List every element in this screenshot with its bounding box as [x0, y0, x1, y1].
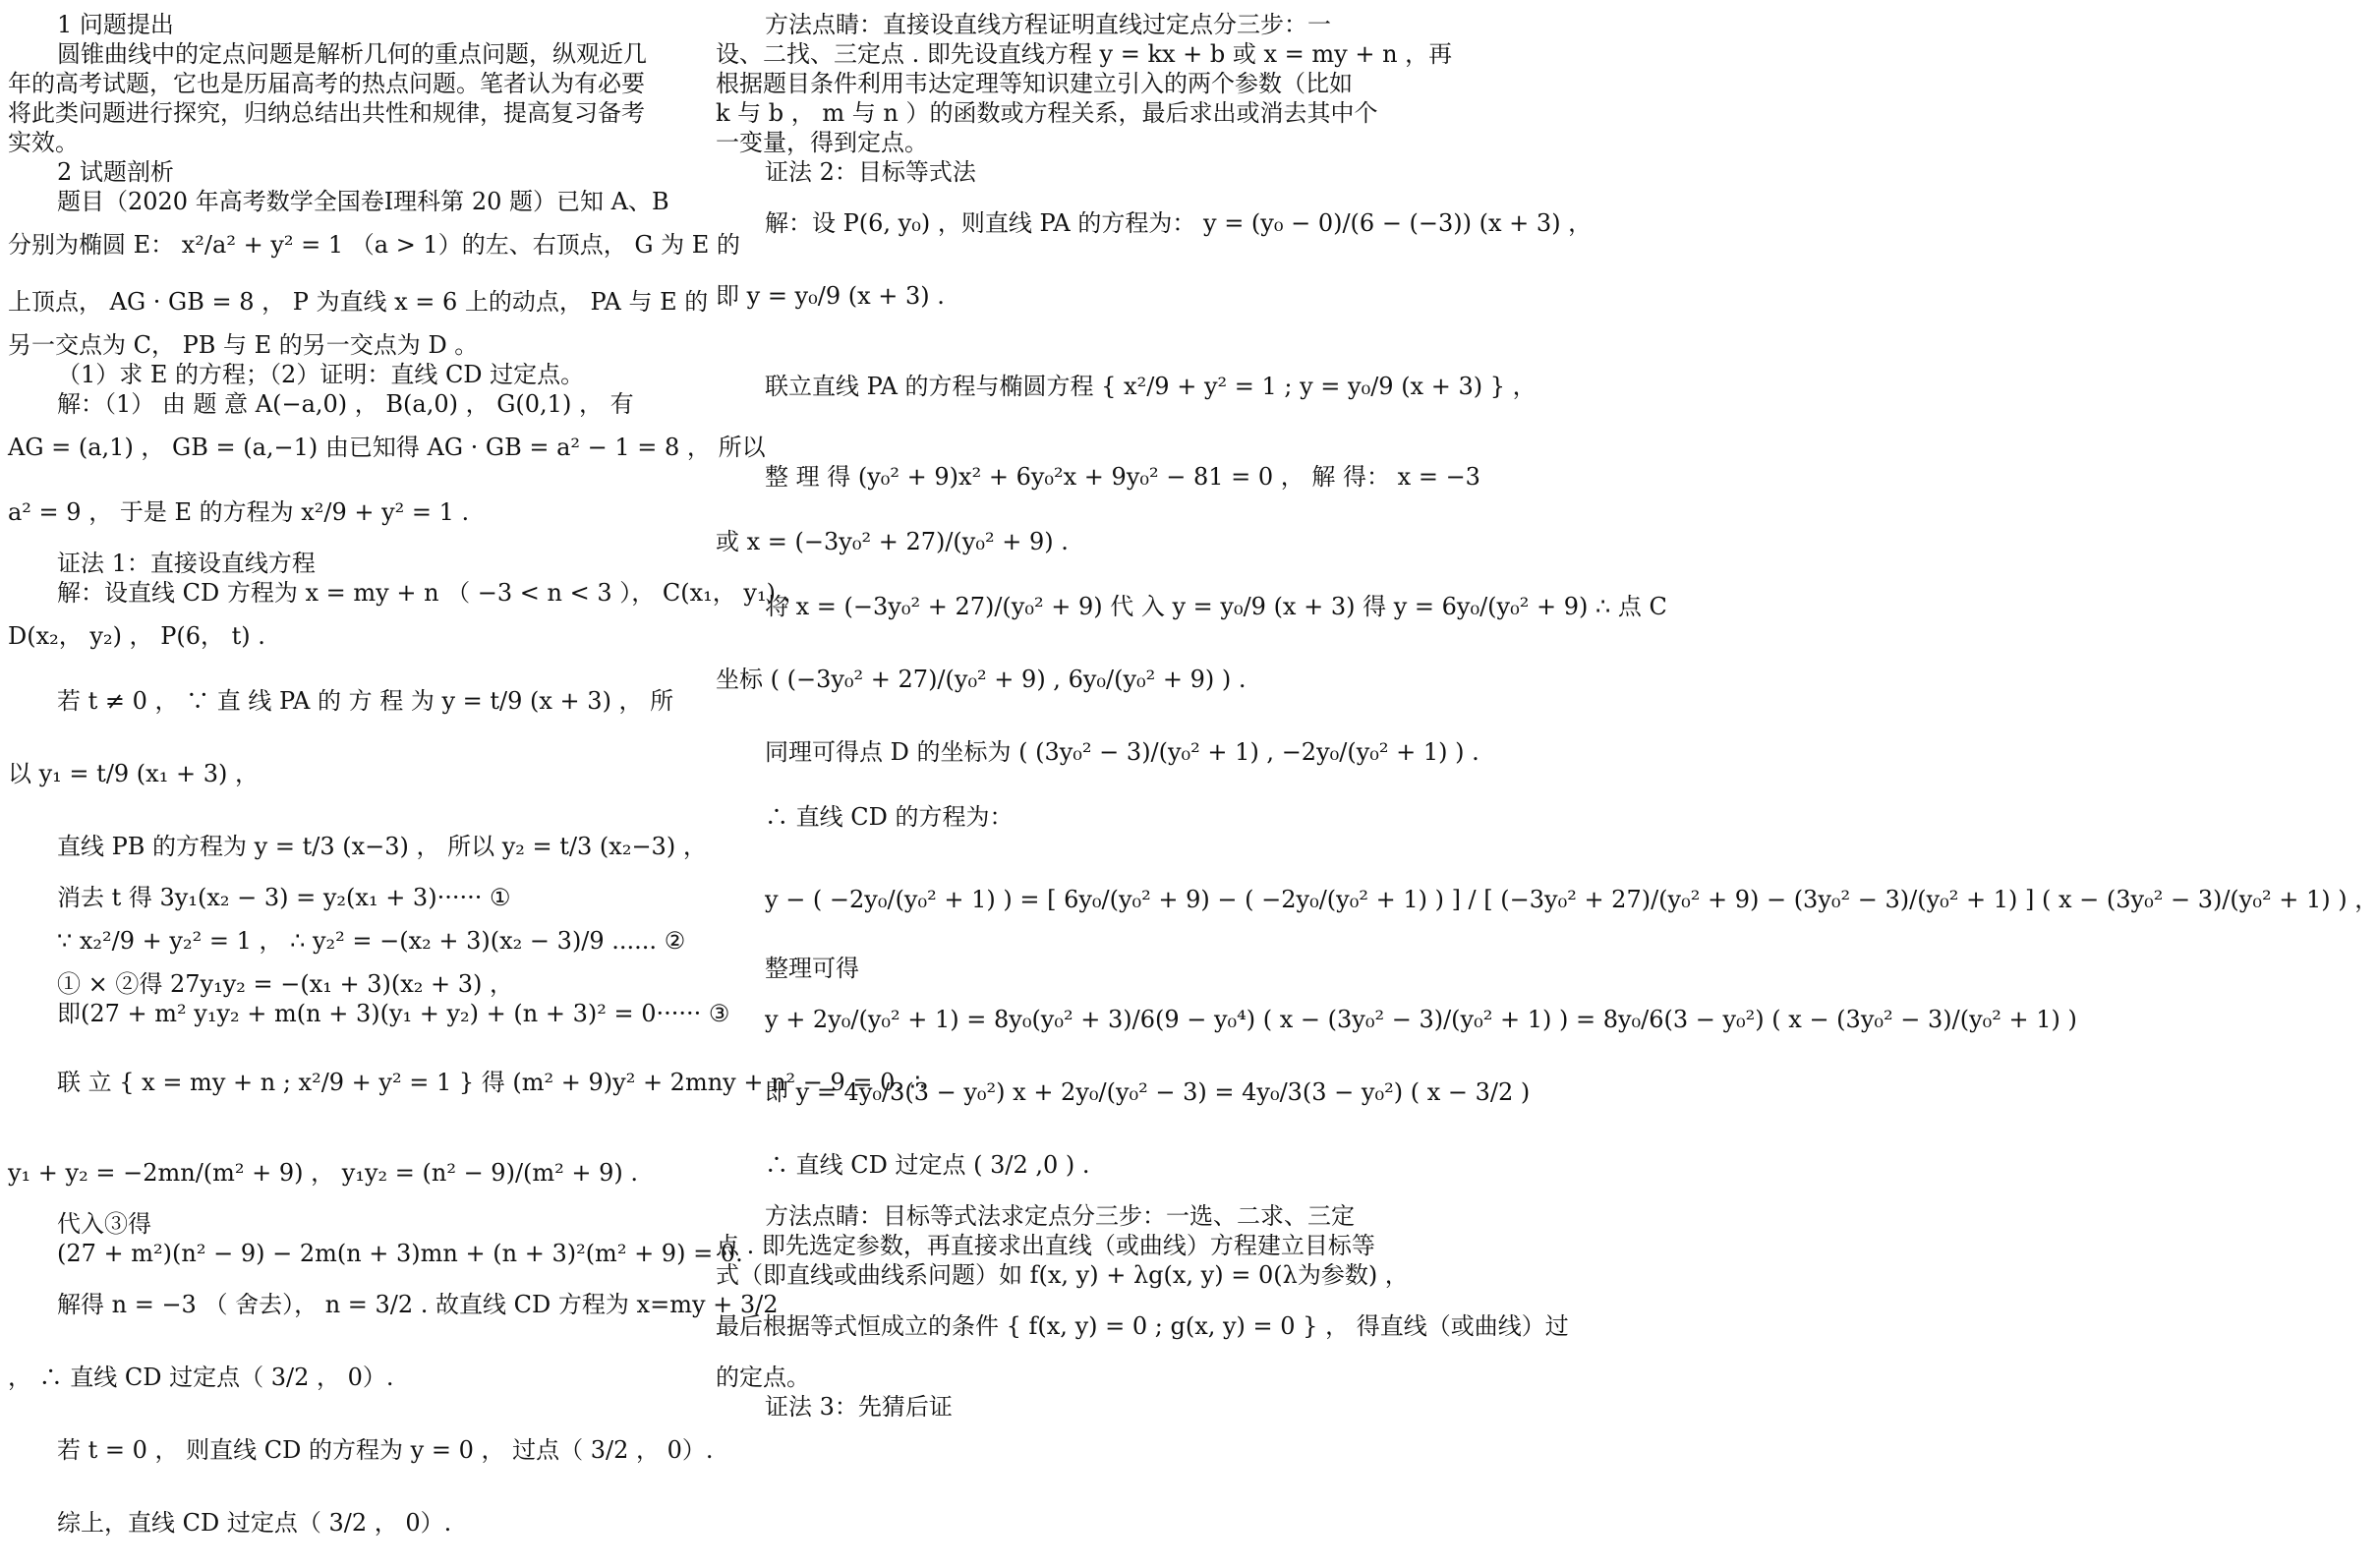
- left-text-line: 解得 n = −3 （ 舍去）， n = 3/2 . 故直线 CD 方程为 x=my + 3/2: [57, 1291, 779, 1318]
- left-text-line: 联 立 { x = my + n ; x²/9 + y² = 1 } 得 (m² + 9)y² + 2mny + n² − 9 = 0. ∴: [57, 1069, 925, 1096]
- left-text-line: (27 + m²)(n² − 9) − 2m(n + 3)mn + (n + 3)²(m² + 9) = 0.: [57, 1240, 743, 1267]
- left-text-line: 分别为椭圆 E： x²/a² + y² = 1 （a > 1）的左、右顶点， G 为 E 的: [8, 231, 740, 259]
- right-text-line: 根据题目条件利用韦达定理等知识建立引入的两个参数（比如: [716, 70, 1353, 97]
- left-text-line: 即(27 + m² y₁y₂ + m(n + 3)(y₁ + y₂) + (n + 3)² = 0······ ③: [57, 1000, 730, 1027]
- left-text-line: 解：（1） 由 题 意 A(−a,0) ， B(a,0) ， G(0,1) ， 有: [57, 390, 634, 418]
- left-text-line: 上顶点， AG · GB = 8 ， P 为直线 x = 6 上的动点， PA 与 E 的: [8, 288, 709, 316]
- left-text-line: 2 试题剖析: [57, 158, 174, 186]
- left-text-line: 若 t = 0 ， 则直线 CD 的方程为 y = 0 ， 过点（ 3/2 ， 0）.: [57, 1436, 714, 1464]
- right-text-line: 整理可得: [765, 955, 859, 982]
- right-text-line: 点 . 即先选定参数，再直接求出直线（或曲线）方程建立目标等: [716, 1232, 1375, 1259]
- left-text-line: a² = 9 ， 于是 E 的方程为 x²/9 + y² = 1 .: [8, 498, 470, 526]
- right-text-line: 或 x = (−3y₀² + 27)/(y₀² + 9) .: [716, 528, 1069, 555]
- right-text-line: 整 理 得 (y₀² + 9)x² + 6y₀²x + 9y₀² − 81 = 0 ， 解 得： x = −3: [765, 463, 1480, 491]
- left-text-line: 以 y₁ = t/9 (x₁ + 3) ，: [8, 760, 259, 787]
- left-text-line: 将此类问题进行探究，归纳总结出共性和规律，提高复习备考: [8, 99, 645, 127]
- left-text-line: 代入③得: [57, 1210, 151, 1238]
- left-text-line: AG = (a,1) ， GB = (a,−1) 由已知得 AG · GB = a² − 1 = 8 ， 所以: [8, 434, 766, 461]
- left-text-line: 解：设直线 CD 方程为 x = my + n （ −3 < n < 3 ）， C(x₁， y₁) ，: [57, 579, 807, 607]
- right-text-line: 联立直线 PA 的方程与椭圆方程 { x²/9 + y² = 1 ; y = y₀/9 (x + 3) } ，: [765, 373, 1537, 400]
- left-text-line: 消去 t 得 3y₁(x₂ − 3) = y₂(x₁ + 3)······ ①: [57, 884, 511, 911]
- left-text-line: 直线 PB 的方程为 y = t/3 (x−3) ， 所以 y₂ = t/3 (x₂−3) ，: [57, 833, 707, 860]
- left-text-line: 综上，直线 CD 过定点（ 3/2 ， 0）.: [57, 1509, 452, 1537]
- left-text-line: ∵ x₂²/9 + y₂² = 1 ， ∴ y₂² = −(x₂ + 3)(x₂ − 3)/9 ...... ②: [57, 927, 686, 955]
- right-text-line: 式（即直线或曲线系问题）如 f(x, y) + λg(x, y) = 0(λ为参数) ，: [716, 1261, 1409, 1289]
- left-text-line: 1 问题提出: [57, 11, 174, 38]
- right-text-line: k 与 b ， m 与 n ）的函数或方程关系，最后求出或消去其中个: [716, 99, 1378, 127]
- right-text-line: 最后根据等式恒成立的条件 { f(x, y) = 0 ; g(x, y) = 0 } ， 得直线（或曲线）过: [716, 1312, 1569, 1340]
- right-text-line: y + 2y₀/(y₀² + 1) = 8y₀(y₀² + 3)/6(9 − y₀⁴) ( x − (3y₀² − 3)/(y₀² + 1) ) = 8y₀/6(3 − y₀²) ( x − (3y₀² − 3)/(y₀² + 1) ): [765, 1006, 2077, 1033]
- left-text-line: 圆锥曲线中的定点问题是解析几何的重点问题，纵观近几: [57, 40, 647, 68]
- right-text-line: y − ( −2y₀/(y₀² + 1) ) = [ 6y₀/(y₀² + 9) − ( −2y₀/(y₀² + 1) ) ] / [ (−3y₀² + 27)/(y₀² + 9) − (3y₀² − 3)/(y₀² + 1) ] ( x − (3y₀² − 3)/(y₀² + 1) ) ，: [765, 886, 2378, 913]
- right-text-line: 方法点睛：直接设直线方程证明直线过定点分三步：一: [765, 11, 1331, 38]
- left-text-line: 年的高考试题，它也是历届高考的热点问题。笔者认为有必要: [8, 70, 645, 97]
- left-text-line: 证法 1：直接设直线方程: [57, 550, 316, 577]
- right-text-line: 一变量，得到定点。: [716, 129, 928, 156]
- left-text-line: 题目（2020 年高考数学全国卷Ⅰ理科第 20 题）已知 A、B: [57, 188, 669, 215]
- right-text-line: 设、二找、三定点 . 即先设直线方程 y = kx + b 或 x = my + n ，再: [716, 40, 1453, 68]
- right-column: [716, 10, 2378, 1422]
- left-text-line: 若 t ≠ 0 ， ∵ 直 线 PA 的 方 程 为 y = t/9 (x + 3) ， 所: [57, 687, 674, 715]
- right-text-line: 方法点睛：目标等式法求定点分三步：一选、二求、三定: [765, 1202, 1355, 1230]
- left-text-line: y₁ + y₂ = −2mn/(m² + 9) ， y₁y₂ = (n² − 9)/(m² + 9) .: [8, 1159, 639, 1187]
- right-text-line: 将 x = (−3y₀² + 27)/(y₀² + 9) 代 入 y = y₀/9 (x + 3) 得 y = 6y₀/(y₀² + 9) ∴ 点 C: [765, 593, 1667, 620]
- left-text-line: 实效。: [8, 129, 79, 156]
- right-text-line: 解：设 P(6, y₀) ，则直线 PA 的方程为： y = (y₀ − 0)/(6 − (−3)) (x + 3) ，: [765, 209, 1593, 237]
- left-text-line: ① × ②得 27y₁y₂ = −(x₁ + 3)(x₂ + 3) ，: [57, 970, 514, 998]
- left-text-line: ， ∴ 直线 CD 过定点（ 3/2 ， 0）.: [8, 1364, 394, 1391]
- right-text-line: 证法 3：先猜后证: [765, 1393, 953, 1421]
- right-text-line: 证法 2：目标等式法: [765, 158, 976, 186]
- right-text-line: 坐标 ( (−3y₀² + 27)/(y₀² + 9) , 6y₀/(y₀² + 9) ) .: [716, 666, 1247, 693]
- left-text-line: D(x₂， y₂) ， P(6， t) .: [8, 622, 265, 650]
- right-text-line: ∴ 直线 CD 过定点 ( 3/2 ,0 ) .: [765, 1151, 1090, 1179]
- right-text-line: 的定点。: [716, 1364, 810, 1391]
- right-text-line: ∴ 直线 CD 的方程为：: [765, 803, 1014, 831]
- left-text-line: 另一交点为 C， PB 与 E 的另一交点为 D 。: [8, 331, 479, 359]
- right-text-line: 即 y = 4y₀/3(3 − y₀²) x + 2y₀/(y₀² − 3) = 4y₀/3(3 − y₀²) ( x − 3/2 ): [765, 1078, 1531, 1106]
- right-text-line: 即 y = y₀/9 (x + 3) .: [716, 282, 945, 310]
- right-text-line: 同理可得点 D 的坐标为 ( (3y₀² − 3)/(y₀² + 1) , −2y₀/(y₀² + 1) ) .: [765, 738, 1479, 766]
- left-text-line: （1）求 E 的方程；（2）证明：直线 CD 过定点。: [57, 361, 585, 388]
